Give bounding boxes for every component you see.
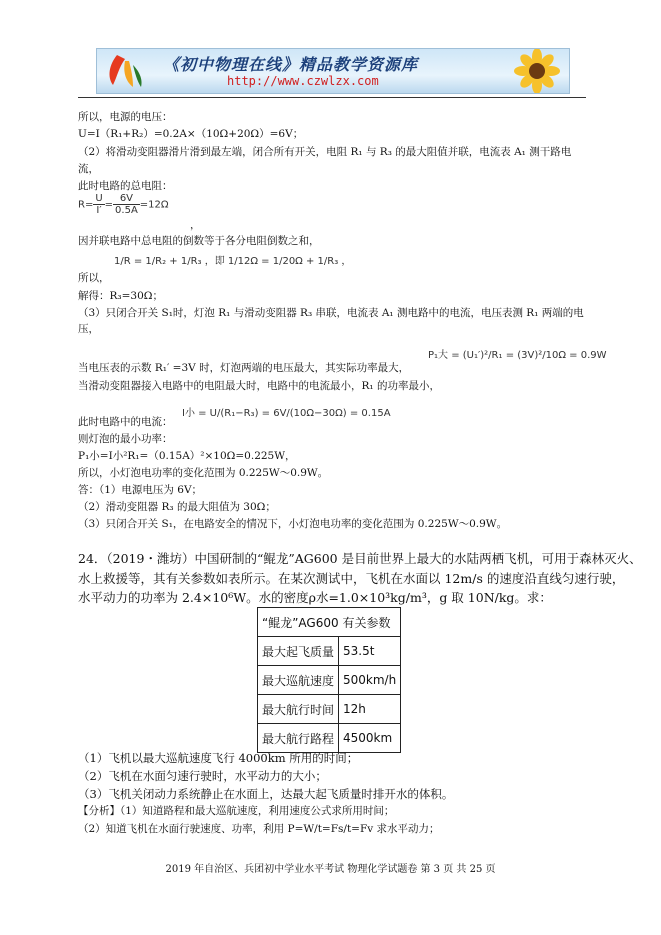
table-cell: 12h: [339, 695, 401, 724]
header-rule: [78, 97, 586, 98]
text-line: 此时电路中的电流：: [78, 416, 173, 428]
question-stem: 水上救援等，其有关参数如表所示。在某次测试中，飞机在水面以 12m/s 的速度沿直线匀速行驶，: [78, 571, 625, 586]
logo-icon: [103, 51, 151, 91]
sunflower-icon: [505, 49, 565, 93]
table-cell: 53.5t: [339, 637, 401, 666]
text-line: 所以，小灯泡电功率的变化范围为 0.225W～0.9W。: [78, 467, 329, 479]
table-cell: 最大航行路程: [258, 724, 339, 753]
analysis-line: 【分析】（1）知道路程和最大巡航速度，利用速度公式求所用时间；: [78, 805, 395, 817]
analysis-line: （2）知道飞机在水面行驶速度、功率，利用 P=W/t=Fs/t=Fv 求水平动力；: [78, 823, 440, 835]
banner-title: 《初中物理在线》精品教学资源库: [163, 55, 419, 74]
formula-min-current: I小 = U/(R₁−R₃) = 6V/(10Ω−30Ω) = 0.15A: [182, 408, 391, 419]
table-cell: 最大航行时间: [258, 695, 339, 724]
text-line: （3）只闭合开关 S₁，在电路安全的情况下，小灯泡电功率的变化范围为 0.225W～0.9W。: [78, 518, 508, 530]
text-line: 因并联电路中总电阻的倒数等于各分电阻倒数之和，: [78, 235, 320, 247]
table-row: [258, 695, 401, 724]
text-line: 流，: [78, 163, 99, 175]
table-cell: 4500km: [339, 724, 401, 753]
text-line: （3）只闭合开关 S₁时，灯泡 R₁ 与滑动变阻器 R₃ 串联，电流表 A₁ 测电路中的电流，电压表测 R₁ 两端的电: [78, 307, 584, 319]
text-line: ，: [190, 219, 201, 231]
text-line: 所以，: [78, 272, 110, 284]
question-ask: （2）飞机在水面匀速行驶时，水平动力的大小；: [78, 769, 327, 783]
table-row: [258, 666, 401, 695]
formula-total-resistance: R= $\frac{U}{I'}$ = $\frac{6V}{0.5A}$ =12Ω: [78, 193, 169, 216]
text-line: 则灯泡的最小功率：: [78, 433, 173, 445]
params-table: [257, 607, 401, 753]
question-stem: 水平动力的功率为 2.4×10⁶W。水的密度ρ水=1.0×10³kg/m³，g 取 10N/kg。求：: [78, 590, 552, 605]
table-cell: 最大巡航速度: [258, 666, 339, 695]
table-row: [258, 637, 401, 666]
text-line: 当电压表的示数 R₁′ =3V 时，灯泡两端的电压最大，其实际功率最大，: [78, 362, 410, 374]
table-row: [258, 724, 401, 753]
text-line: （2）滑动变阻器 R₃ 的最大阻值为 30Ω；: [78, 501, 276, 513]
text-line: 此时电路的总电阻：: [78, 180, 173, 192]
formula-reciprocal: 1/R = 1/R₂ + 1/R₃ ，即 1/12Ω = 1/20Ω + 1/R₃ ，: [114, 256, 352, 267]
table-cell: 最大起飞质量: [258, 637, 339, 666]
text-line: 所以，电源的电压：: [78, 111, 173, 123]
text-line: 解得：R₃=30Ω；: [78, 290, 163, 302]
table-cell: 500km/h: [339, 666, 401, 695]
text-line: 压，: [78, 323, 99, 335]
table-caption: “鲲龙”AG600 有关参数: [258, 608, 401, 637]
header-banner: [96, 48, 570, 94]
question-stem: 24．（2019・潍坊）中国研制的“鲲龙”AG600 是目前世界上最大的水陆两栖飞机，可用于森林灭火、: [78, 551, 642, 566]
question-ask: （3）飞机关闭动力系统静止在水面上，达最大起飞质量时排开水的体积。: [78, 787, 454, 801]
page-footer: 2019 年自治区、兵团初中学业水平考试 物理化学试题卷 第 3 页 共 25 页: [165, 864, 496, 875]
text-line: 答：（1）电源电压为 6V；: [78, 484, 203, 496]
text-line: （2）将滑动变阻器滑片滑到最左端，闭合所有开关，电阻 R₁ 与 R₃ 的最大阻值并联，电流表 A₁ 测干路电: [78, 146, 572, 158]
formula-max-power: P₁大 = (U₁′)²/R₁ = (3V)²/10Ω = 0.9W: [428, 350, 607, 361]
text-line: U=I（R₁+R₂）=0.2A×（10Ω+20Ω）=6V；: [78, 128, 304, 140]
banner-url[interactable]: http://www.czwlzx.com: [227, 74, 379, 88]
text-line: P₁小=I小²R₁=（0.15A）²×10Ω=0.225W，: [78, 450, 296, 462]
question-ask: （1）飞机以最大巡航速度飞行 4000km 所用的时间；: [78, 751, 359, 765]
text-line: 当滑动变阻器接入电路中的电阻最大时，电路中的电流最小，R₁ 的功率最小，: [78, 380, 440, 392]
